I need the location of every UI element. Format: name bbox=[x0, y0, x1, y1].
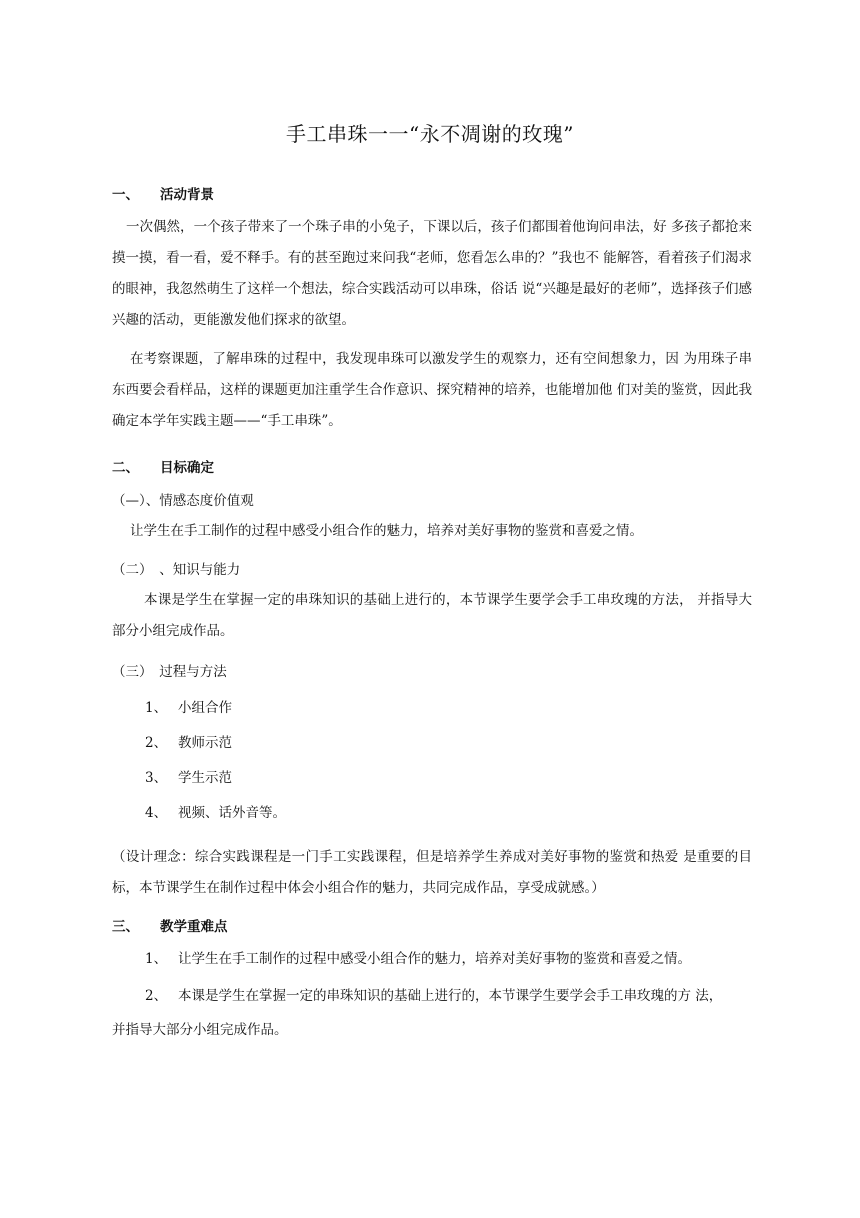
list-text: 让学生在手工制作的过程中感受小组合作的魅力，培养对美好事物的鉴赏和喜爱之情。 bbox=[178, 951, 691, 967]
list-item bbox=[145, 731, 232, 751]
section-number: 二、 bbox=[112, 460, 139, 476]
design-concept-text: （设计理念：综合实践课程是一门手工实践课程，但是培养学生养成对美好事物的鉴赏和热爱 是重要的目标，本节课学生在制作过程中体会小组合作的魅力，共同完成作品，享受成就感。） bbox=[112, 849, 752, 896]
list-text: 教师示范 bbox=[178, 735, 232, 751]
list-item bbox=[145, 801, 286, 821]
section-heading-background bbox=[112, 183, 214, 203]
emotion-text: 让学生在手工制作的过程中感受小组合作的魅力，培养对美好事物的鉴赏和喜爱之情。 bbox=[130, 523, 643, 539]
list-number: 2、 bbox=[145, 988, 168, 1004]
section-title: 教学重难点 bbox=[160, 919, 228, 935]
document-title: 手工串珠一一“永不凋谢的玫瑰” bbox=[286, 122, 574, 146]
list-number: 4、 bbox=[145, 805, 168, 821]
key-point-item bbox=[145, 984, 752, 1004]
list-item bbox=[145, 766, 232, 786]
list-number: 1、 bbox=[145, 951, 168, 967]
subheading-knowledge: （二） 、知识与能力 bbox=[112, 562, 241, 578]
subheading-process: （三） 过程与方法 bbox=[112, 664, 227, 680]
background-paragraph-1: 一次偶然，一个孩子带来了一个珠子串的小兔子，下课以后，孩子们都围着他询问串法，好 多孩子都抢来摸一摸，看一看，爱不释手。有的甚至跑过来问我“老师，您看怎么串的？”我也不 能解答，看着孩子们渴求的眼神，我忽然萌生了这样一个想法，综合实践活动可以串珠，俗话 说“兴趣是最好的老师”，选择孩子们感兴趣的活动，更能激发他们探求的欲望。 bbox=[112, 219, 752, 328]
section-title: 活动背景 bbox=[160, 187, 214, 203]
list-number: 1、 bbox=[145, 700, 168, 716]
knowledge-text: 本课是学生在掌握一定的串珠知识的基础上进行的，本节课学生要学会手工串玫瑰的方法， 并指导大部分小组完成作品。 bbox=[112, 592, 752, 639]
list-text: 小组合作 bbox=[178, 700, 232, 716]
list-text: 本课是学生在掌握一定的串珠知识的基础上进行的，本节课学生要学会手工串玫瑰的方 法， bbox=[178, 988, 723, 1004]
list-item bbox=[145, 696, 232, 716]
list-number: 3、 bbox=[145, 770, 168, 786]
section-heading-key-points bbox=[112, 915, 228, 935]
section-title: 目标确定 bbox=[160, 460, 214, 476]
list-text: 视频、话外音等。 bbox=[178, 805, 286, 821]
list-number: 2、 bbox=[145, 735, 168, 751]
key-point-item bbox=[145, 947, 752, 967]
section-number: 三、 bbox=[112, 919, 139, 935]
subheading-emotion: （—）、情感态度价值观 bbox=[112, 493, 254, 509]
section-heading-goals bbox=[112, 456, 214, 476]
background-paragraph-2: 在考察课题，了解串珠的过程中，我发现串珠可以激发学生的观察力，还有空间想象力，因 为用珠子串东西要会看样品，这样的课题更加注重学生合作意识、探究精神的培养，也能增加他 们对美的鉴赏，因此我确定本学年实践主题——“手工串珠”。 bbox=[112, 351, 752, 429]
key-point-continuation: 并指导大部分小组完成作品。 bbox=[112, 1022, 288, 1038]
list-text: 学生示范 bbox=[178, 770, 232, 786]
section-number: 一、 bbox=[112, 187, 139, 203]
